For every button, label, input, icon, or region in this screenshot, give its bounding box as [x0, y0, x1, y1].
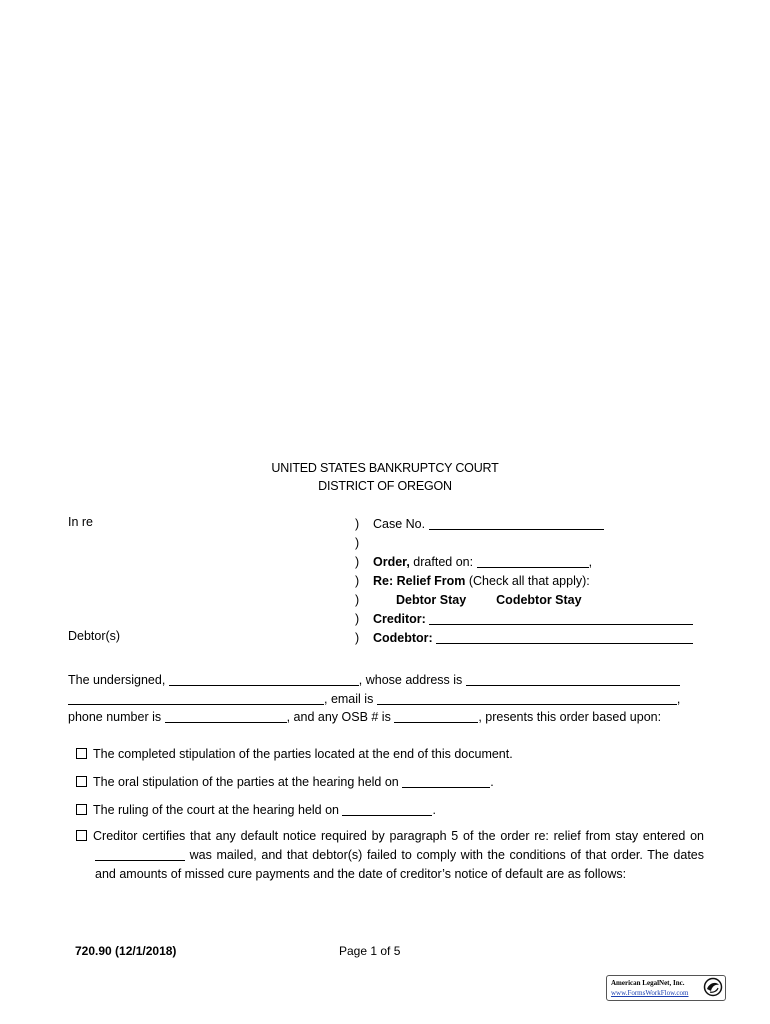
publisher-url[interactable]: www.FormsWorkFlow.com [611, 989, 689, 997]
page-number: Page 1 of 5 [339, 944, 401, 958]
stay-options-row [373, 591, 693, 610]
codebtor-stay-option[interactable]: Codebtor Stay [496, 593, 582, 607]
drafted-on-field[interactable] [477, 554, 589, 568]
undersigned-field[interactable] [169, 672, 359, 686]
checkbox[interactable] [76, 776, 87, 787]
case-no-row [373, 515, 693, 534]
caption-parentheses [355, 515, 359, 648]
relief-row [373, 572, 693, 591]
order-label: Order, [373, 555, 410, 569]
creditor-field[interactable] [429, 611, 693, 625]
order-row [373, 553, 693, 572]
codebtor-field[interactable] [436, 630, 693, 644]
comma: , [588, 555, 593, 569]
paren: ) [355, 555, 360, 569]
case-no-label: Case No. [373, 517, 426, 531]
paren: ) [355, 631, 360, 645]
court-name: UNITED STATES BANKRUPTCY COURT [271, 461, 499, 475]
period: . [490, 775, 494, 789]
checkbox-item-stipulation [76, 745, 704, 764]
presents-label: , presents this order based upon: [478, 710, 662, 724]
phone-field[interactable] [165, 709, 287, 723]
creditor-row [373, 610, 693, 629]
codebtor-label: Codebtor: [373, 631, 433, 645]
order-entered-date-field[interactable] [95, 847, 185, 861]
address-label: , whose address is [358, 673, 463, 687]
address-field-2[interactable] [68, 691, 324, 705]
publisher-logo [606, 975, 726, 1001]
debtor-stay-option[interactable]: Debtor Stay [396, 593, 467, 607]
publisher-name: American LegalNet, Inc. [611, 979, 685, 987]
checkbox-item-default-notice [76, 827, 704, 884]
phone-label: phone number is [68, 710, 162, 724]
checkbox-label: The oral stipulation of the parties at the hearing held on [93, 775, 399, 789]
checkbox-label: Creditor certifies that any default notice required by paragraph 5 of the order re: relief from stay entered on [93, 829, 704, 843]
checkbox[interactable] [76, 830, 87, 841]
checkbox[interactable] [76, 748, 87, 759]
district-name: DISTRICT OF OREGON [318, 479, 452, 493]
osb-field[interactable] [394, 709, 478, 723]
email-label: , email is [324, 691, 374, 706]
codebtor-row [373, 629, 693, 648]
osb-label: , and any OSB # is [286, 710, 391, 724]
caption-right [373, 515, 693, 648]
check-all-label: (Check all that apply): [465, 574, 590, 588]
hearing-date-field[interactable] [402, 774, 490, 788]
drafted-on-label: drafted on: [409, 555, 474, 569]
intro-paragraph [68, 671, 693, 727]
debtors-label: Debtor(s) [68, 629, 121, 643]
paren: ) [355, 517, 360, 531]
relief-from-label: Re: Relief From [373, 574, 466, 588]
email-field[interactable] [377, 691, 677, 705]
address-field-1[interactable] [466, 672, 680, 686]
checkbox[interactable] [76, 804, 87, 815]
undersigned-label: The undersigned, [68, 673, 166, 687]
creditor-label: Creditor: [373, 612, 426, 626]
globe-logo-icon [703, 977, 723, 997]
paren: ) [355, 593, 360, 607]
checkbox-item-court-ruling [76, 801, 704, 820]
period: . [432, 803, 436, 817]
paren: ) [355, 612, 360, 626]
paren: ) [355, 536, 360, 550]
checkbox-label: The completed stipulation of the parties located at the end of this document. [93, 747, 513, 761]
ruling-date-field[interactable] [342, 802, 432, 816]
form-code: 720.90 (12/1/2018) [75, 944, 177, 958]
case-no-field[interactable] [429, 516, 604, 530]
in-re-label: In re [68, 515, 94, 529]
checkbox-label: The ruling of the court at the hearing held on [93, 803, 339, 817]
comma: , [676, 691, 681, 706]
checkbox-item-oral-stipulation [76, 773, 704, 792]
paren: ) [355, 574, 360, 588]
checkbox-label-continued: was mailed, and that debtor(s) failed to comply with the conditions of that order. The dates and amounts of missed cure payments and the date of creditor’s notice of default are as follows: [95, 848, 704, 881]
court-header [0, 459, 770, 495]
